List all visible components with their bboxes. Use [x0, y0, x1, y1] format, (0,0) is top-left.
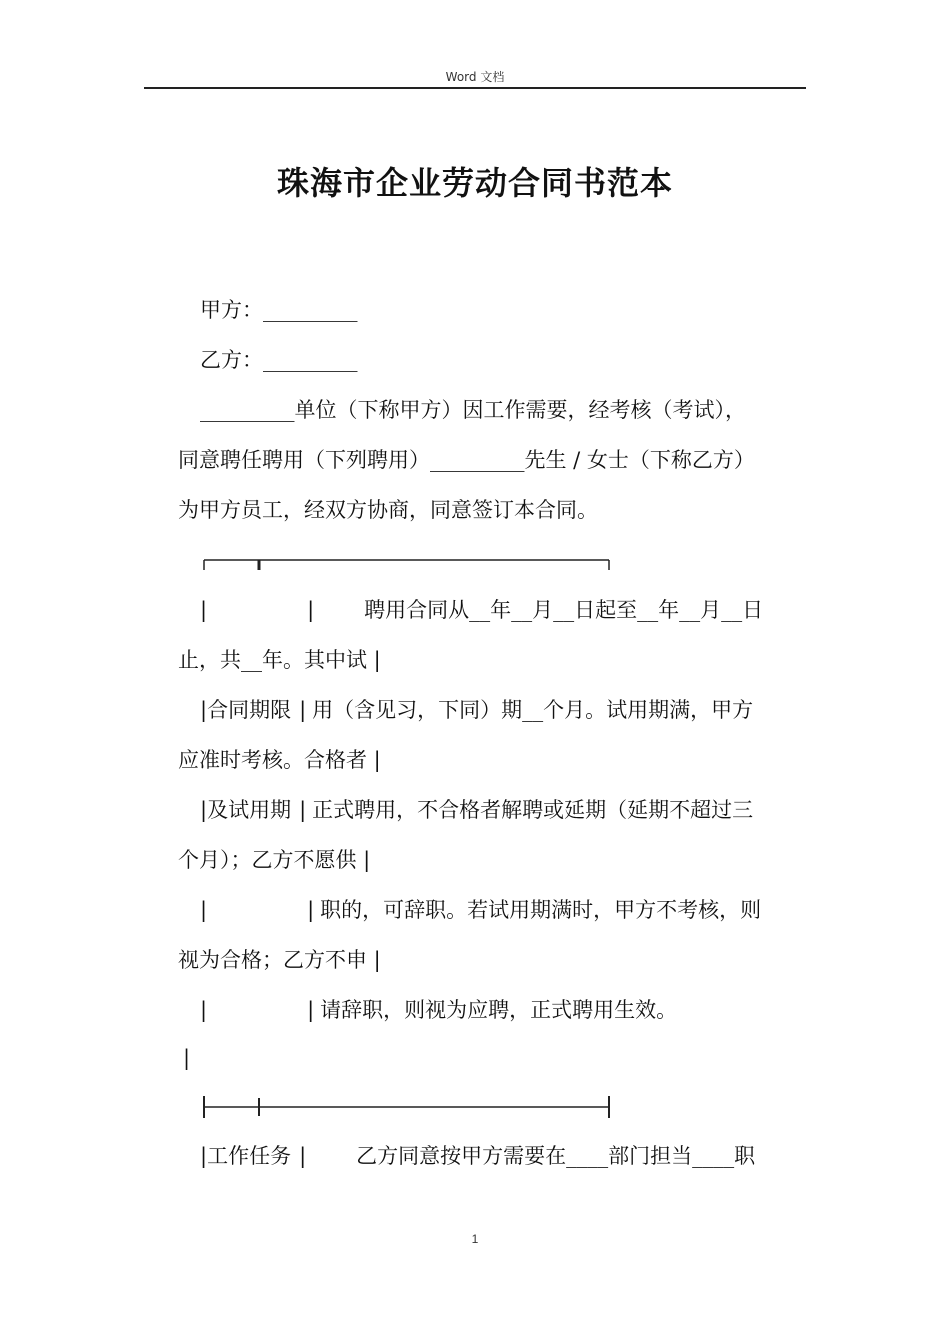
- intro-line-1: _________单位（下称甲方）因工作需要，经考核（考试），: [200, 398, 746, 422]
- table-top-border: [203, 556, 613, 572]
- row-3-col-b: |: [299, 798, 307, 822]
- row-2-text: 用（含见习，下同）期__个月。试用期满，甲方: [312, 698, 754, 722]
- intro-line-2: 同意聘任聘用（下列聘用）_________先生 / 女士（下称乙方）: [178, 448, 755, 472]
- row-3-text: 正式聘用，不合格者解聘或延期（延期不超过三: [312, 798, 754, 822]
- table-row-task: [178, 1141, 798, 1171]
- intro-line-3: 为甲方员工，经双方协商，同意签订本合同。: [178, 498, 598, 522]
- row-4-col-b: |: [307, 898, 315, 922]
- row-1-text: 聘用合同从__年__月__日起至__年__月__日: [364, 598, 764, 622]
- header-rule: [144, 87, 806, 89]
- table-mid-border: [203, 1096, 613, 1120]
- page-number: 1: [471, 1232, 479, 1246]
- table-row-2: [178, 695, 798, 725]
- row-2-col-b: |: [299, 698, 307, 722]
- table-row-1-cont: 止，共__年。其中试 |: [178, 648, 381, 672]
- page-header-label: Word 文档: [445, 70, 505, 84]
- row-1-col-a: |: [200, 598, 208, 622]
- party-a-line: 甲方：_________: [200, 298, 358, 322]
- row-5-col-a: |: [200, 998, 208, 1022]
- table-row-2-cont: 应准时考核。合格者 |: [178, 748, 381, 772]
- row-4-col-a: |: [200, 898, 208, 922]
- table-row-3-cont: 个月）；乙方不愿供 |: [178, 848, 371, 872]
- table-row-4: [178, 895, 798, 925]
- party-b-line: 乙方：_________: [200, 348, 358, 372]
- document-title: 珠海市企业劳动合同书范本: [276, 164, 673, 202]
- row-1-col-b: |: [307, 598, 315, 622]
- table-row-5-cont: |: [183, 1046, 191, 1070]
- row-2-col-a: |合同期限: [200, 698, 292, 722]
- table-row-4-cont: 视为合格；乙方不申 |: [178, 948, 381, 972]
- table-row-5: [178, 995, 798, 1025]
- row-5-text: 请辞职，则视为应聘，正式聘用生效。: [320, 998, 678, 1022]
- task-col-a: |工作任务: [200, 1144, 292, 1168]
- row-5-col-b: |: [307, 998, 315, 1022]
- table-row-3: [178, 795, 798, 825]
- table-row-1: [178, 595, 798, 625]
- row-3-col-a: |及试用期: [200, 798, 292, 822]
- task-col-b: |: [299, 1144, 307, 1168]
- row-4-text: 职的，可辞职。若试用期满时，甲方不考核，则: [320, 898, 762, 922]
- task-text: 乙方同意按甲方需要在____部门担当____职: [356, 1144, 756, 1168]
